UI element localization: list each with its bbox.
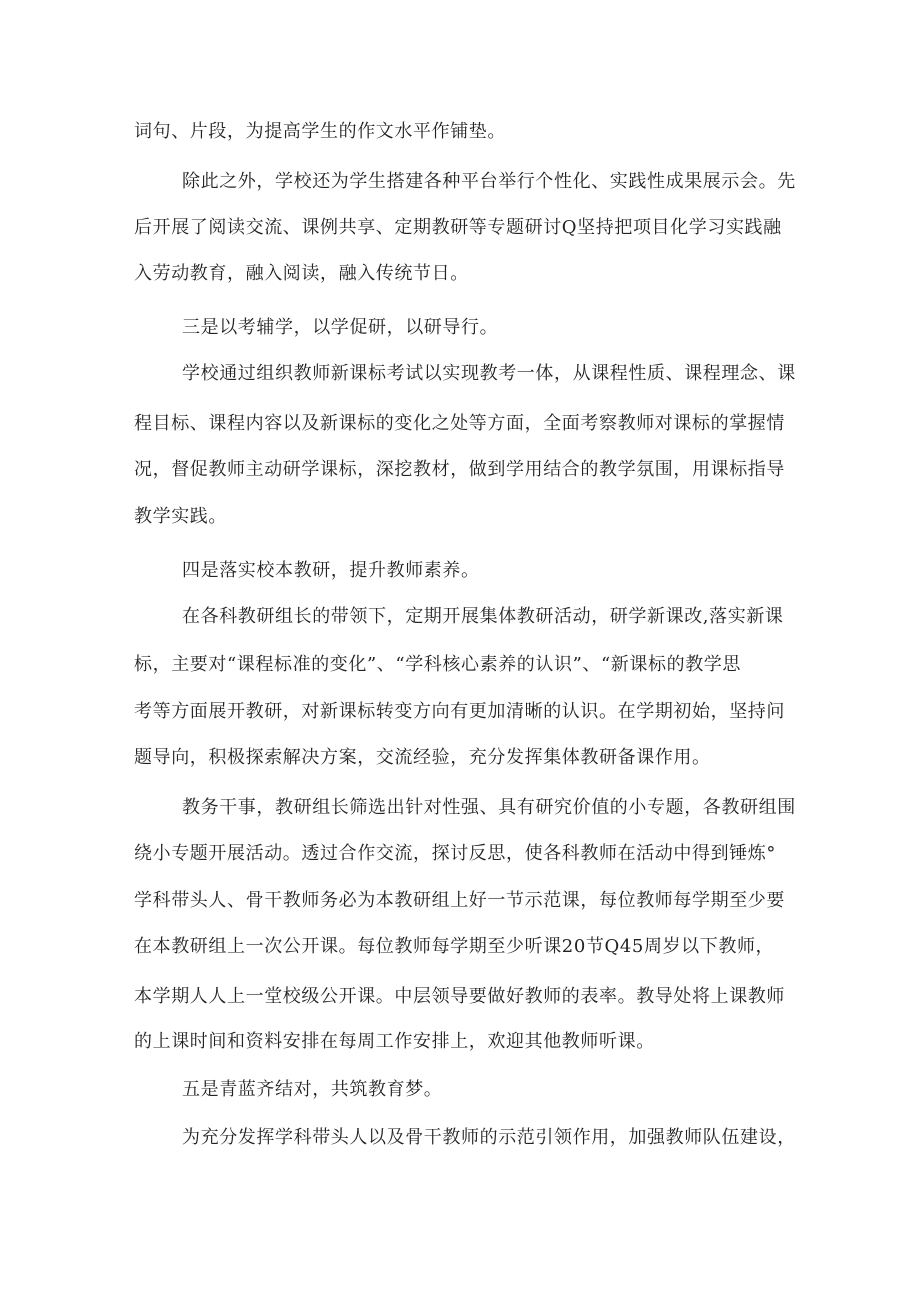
paragraph-line: 除此之外，学校还为学生搭建各种平台举行个性化、实践性成果展示会。先 xyxy=(182,171,796,192)
paragraph-line: 学校通过组织教师新课标考试以实现教考一体，从课程性质、课程理念、课 xyxy=(182,363,796,384)
paragraph-line: 绕小专题开展活动。透过合作交流，探讨反思，使各科教师在活动中得到锤炼° xyxy=(134,843,776,864)
section-heading: 三是以考辅学，以学促研，以研导行。 xyxy=(182,317,499,338)
paragraph-line: 题导向，积极探索解决方案，交流经验，充分发挥集体教研备课作用。 xyxy=(134,747,711,768)
paragraph-line: 教学实践。 xyxy=(134,506,227,527)
paragraph-line: 程目标、课程内容以及新课标的变化之处等方面，全面考察教师对课标的掌握情 xyxy=(134,413,785,434)
paragraph-line: 学科带头人、骨干教师务必为本教研组上好一节示范课，每位教师每学期至少要 xyxy=(134,890,785,911)
paragraph-line: 在本教研组上一次公开课。每位教师每学期至少听课20节Q45周岁以下教师， xyxy=(134,936,775,957)
paragraph-line: 后开展了阅读交流、课例共享、定期教研等专题研讨Q坚持把项目化学习实践融 xyxy=(134,217,782,238)
section-heading: 四是落实校本教研，提升教师素养。 xyxy=(182,560,480,581)
paragraph-line: 词句、片段，为提高学生的作文水平作铺垫。 xyxy=(134,121,506,142)
paragraph-line: 标，主要对“课程标准的变化”、“学科核心素养的认识”、“新课标的教学思 xyxy=(134,654,742,675)
section-heading: 五是青蓝齐结对，共筑教育梦。 xyxy=(182,1079,443,1100)
paragraph-line: 教务干事，教研组长筛选出针对性强、具有研究价值的小专题，各教研组围 xyxy=(182,797,796,818)
paragraph-line: 入劳动教育，融入阅读，融入传统节日。 xyxy=(134,263,469,284)
paragraph-line: 在各科教研组长的带领下，定期开展集体教研活动，研学新课改,落实新课 xyxy=(182,606,784,627)
paragraph-line: 的上课时间和资料安排在每周工作安排上，欢迎其他教师听课。 xyxy=(134,1031,655,1052)
paragraph-line: 考等方面展开教研，对新课标转变方向有更加清晰的认识。在学期初始，坚持问 xyxy=(134,701,785,722)
paragraph-line: 本学期人人上一堂校级公开课。中层领导要做好教师的表率。教导处将上课教师 xyxy=(134,986,785,1007)
paragraph-line: 况，督促教师主动研学课标，深挖教材，做到学用结合的教学氛围，用课标指导 xyxy=(134,459,785,480)
paragraph-line: 为充分发挥学科带头人以及骨干教师的示范引领作用，加强教师队伍建设， xyxy=(182,1127,796,1148)
